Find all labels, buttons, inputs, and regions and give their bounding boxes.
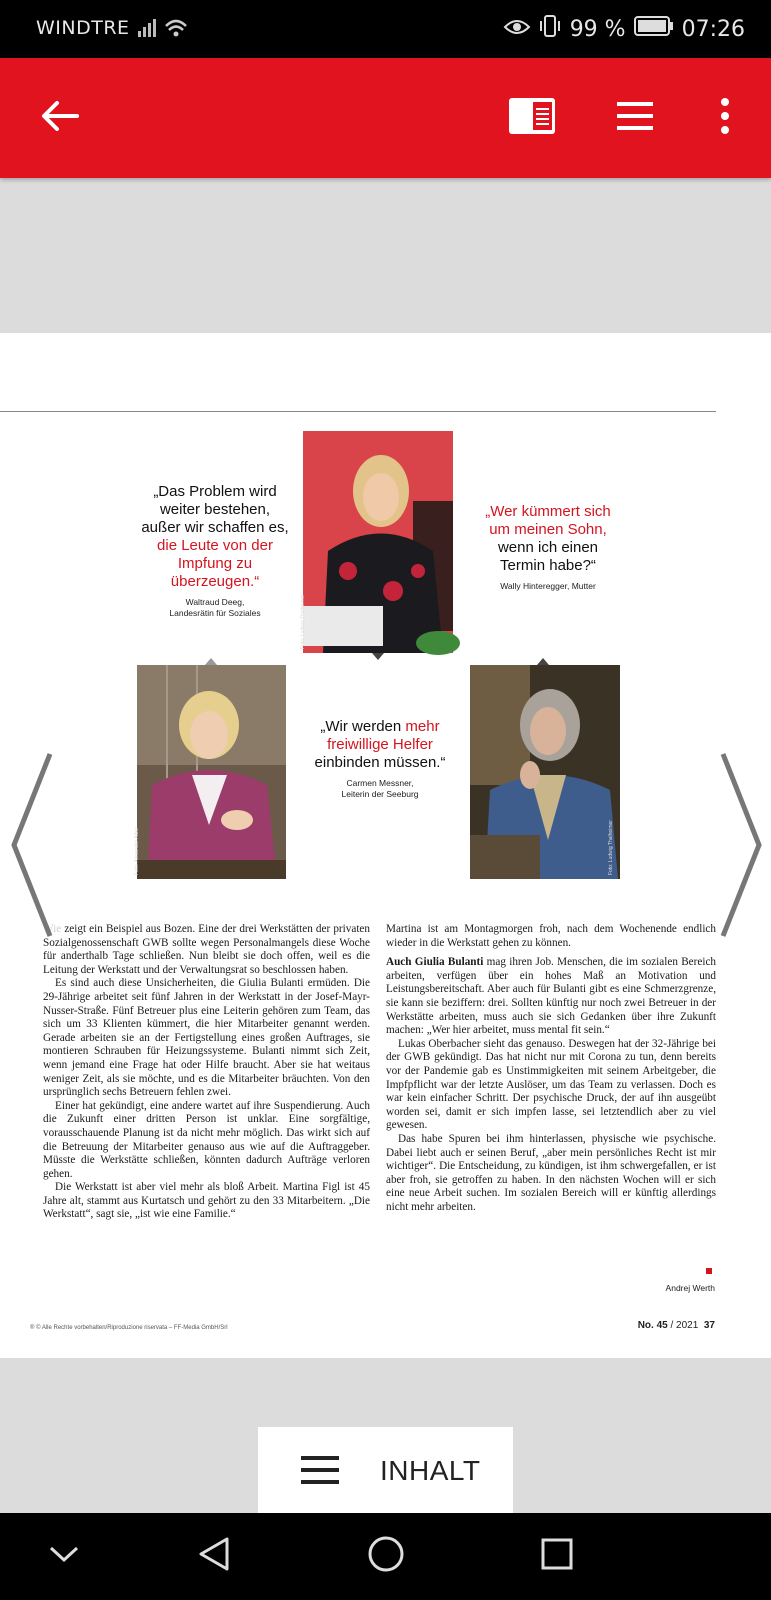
top-rule — [0, 411, 716, 412]
paragraph: mag ihren Job. Menschen, die im sozialen Bereich arbeiten, verfügen über ein hohes Maß an Motivation und Leistungsbereitschaft. Aber auch für Bulanti gibt es eine Schmerzgrenze, sie kann sie beziffern: drei. Sollten künftig nur noch zwei Betreuer in der Werkstätte arbeiten, muss auch sie sich Gedanken über ihre Zukunft machen: „Wer hier arbeitet, muss mental fit sein.“ — [386, 956, 717, 1037]
arrow-left-icon — [41, 100, 79, 137]
paragraph: Einer hat gekündigt, eine andere wartet auf ihre Suspendierung. Auch die Zukunft einer dritten Person ist unklar. Eine sorgfältige, vorausschauende Planung ist da nicht mehr möglich. Das wirkt sich auf die Betreuung der Mitarbeiter genauso aus wie auf die Auftraggeber. Müsste die Werkstätte schließen, könnten dadurch Aufträge verloren gehen. — [43, 1099, 370, 1180]
clock: 07:26 — [681, 16, 745, 42]
back-button[interactable] — [30, 58, 90, 178]
chevron-left-icon — [8, 927, 58, 944]
paragraph: Martina ist am Montagmorgen froh, nach dem Wochenende endlich wieder in die Werkstatt gehen zu können. — [386, 923, 716, 949]
pointer-triangle — [537, 658, 549, 665]
photo-credit: Foto: Ludwig Thalheimer — [608, 820, 614, 875]
lead-in: Auch Giulia Bulanti — [386, 956, 484, 969]
next-page-button[interactable] — [715, 750, 765, 940]
quote-author-name: Carmen Messner, — [346, 778, 414, 788]
paragraph: zeigt ein Beispiel aus Bozen. Eine der drei Werkstätten der privaten Sozialgenossenschaft GWB sollte wegen Personalmangels diese Woche für anderthalb Tage schließen. Nun bleibt sie doch offen, weil es die Leitung der Werkstatt und der Verwaltungsrat so beschlossen haben. — [43, 923, 370, 976]
inhalt-label: INHALT — [380, 1455, 481, 1486]
nav-collapse-button[interactable] — [24, 1513, 104, 1600]
chevron-right-icon — [715, 927, 765, 944]
quote-author-role: Landesrätin für Soziales — [169, 608, 261, 618]
pointer-triangle — [205, 658, 217, 665]
prev-page-button[interactable] — [8, 750, 58, 940]
quote-highlight: die Leute von der Impfung zu überzeugen.“ — [157, 537, 273, 590]
quote-author: Wally Hinteregger, Mutter — [500, 581, 596, 591]
quote-text: wenn ich einen Termin habe?“ — [497, 539, 599, 574]
quote-deeg — [140, 483, 290, 619]
copyright-footer: ® © Alle Rechte vorbehalten/Riproduzione riservata – FF-Media GmbH/Srl — [30, 1325, 228, 1331]
menu-button[interactable] — [605, 58, 665, 178]
photo-waltraud-deeg — [300, 431, 453, 653]
paragraph: Die Werkstatt ist aber viel mehr als bloß Arbeit. Martina Figl ist 45 Jahre alt, stammt aus Kurtatsch und gehört zu den 33 Mitarbeitern. „Die Werkstatt“, sagt sie, „ist wie eine Familie.“ — [43, 1181, 370, 1221]
issue-year: / 2021 — [667, 1320, 699, 1331]
signal-wifi-icon — [136, 16, 196, 44]
app-bar — [0, 58, 771, 178]
nav-back-button[interactable] — [174, 1513, 254, 1600]
nav-home-button[interactable] — [346, 1513, 426, 1600]
pointer-triangle — [372, 653, 384, 660]
photo-credit: Foto: Alexander Alber — [134, 827, 140, 875]
square-recents-icon — [540, 1537, 574, 1576]
quote-text: „Wir werden — [320, 718, 406, 735]
article-author: Andrej Werth — [665, 1283, 715, 1293]
end-mark — [706, 1268, 712, 1274]
photo-carmen-messner — [134, 665, 286, 879]
quote-highlight: „Wer kümmert sich um meinen Sohn, — [485, 503, 611, 538]
status-bar — [0, 0, 771, 58]
paragraph: Es sind auch diese Unsicherheiten, die Giulia Bulanti ermüden. Die 29-Jährige arbeitet seit fünf Jahren in der Werkstatt in der Josef-Mayr-Nusser-Straße. Fünf Betreuer plus eine Leiterin gehören zum Team, das sich um 33 Klienten kümmert, die hier Mitarbeiter genannt werden. Gerade arbeiten sie an der Fertigstellung eines großen Auftrages, sie montieren Schrauben für Heizungssysteme. Bulanti nimmt sich Zeit, wenn jemand eine Frage hat oder Hilfe braucht. Aber sie hat weitaus weniger Zeit, als sie möchte, und es die Mitarbeiter bräuchten. Von den ursprünglich sechs Betreuern fehlen zwei. — [43, 977, 370, 1099]
quote-author-name: Waltraud Deeg, — [185, 597, 245, 607]
quote-messner — [300, 718, 460, 800]
paragraph: Lukas Oberbacher sieht das genauso. Deswegen hat der 32-Jährige bei der GWB gekündigt. Das hat nicht nur mit Corona zu tun, denn bereits vor der Pandemie gab es Unstimmigkeiten mit seinem Arbeitgeber, die Impfpflicht war der letzte Auslöser, um das Team zu verlassen. Doch es war kein einfacher Schritt. Der psychische Druck, der auf ihn ausgeübt worden sei, damit er sich impfen lasse, sei letztendlich aber zu viel gewesen. — [386, 1037, 716, 1132]
chevron-down-icon — [49, 1545, 79, 1568]
status-right — [504, 14, 745, 44]
carrier-label: WINDTRE — [36, 17, 130, 39]
issue-footer — [638, 1320, 715, 1331]
paragraph: Das habe Spuren bei ihm hinterlassen, physische wie psychische. Dabei liebt auch er seinen Beruf, „aber mein persönliches Recht ist mir wichtiger“. Die Entscheidung, zu kündigen, ist ihm schwergefallen, er ist aber froh, sie getroffen zu haben. In den nächsten Wochen will er sich eine neue Arbeit suchen. Im sozialen Bereich will er künftig allerdings nicht mehr arbeiten. — [386, 1132, 716, 1213]
page-number: 37 — [703, 1320, 715, 1331]
more-options-button[interactable] — [700, 58, 750, 178]
more-vertical-icon — [720, 98, 730, 139]
nav-recents-button[interactable] — [517, 1513, 597, 1600]
eye-icon — [504, 17, 530, 42]
triangle-back-icon — [197, 1536, 231, 1577]
battery-icon — [634, 15, 674, 43]
issue-number: No. 45 — [637, 1320, 668, 1331]
quote-author-role: Leiterin der Seeburg — [341, 789, 419, 799]
quote-text-end: einbinden müssen.“ — [314, 754, 446, 771]
page-view-icon — [508, 97, 556, 140]
inhalt-button[interactable] — [258, 1427, 513, 1513]
photo-wally-hinteregger — [470, 665, 620, 879]
quote-hinteregger — [478, 503, 618, 592]
magazine-page[interactable] — [0, 333, 771, 1358]
quote-highlight: mehr freiwillige Helfer — [327, 718, 440, 753]
vibrate-icon — [538, 14, 562, 44]
article-column-1 — [43, 923, 370, 1222]
hamburger-icon — [615, 101, 655, 136]
faded-text: Wie — [43, 923, 65, 935]
photo-credit: Foto: Ludwig Thalheimer — [300, 594, 306, 649]
circle-home-icon — [367, 1535, 405, 1578]
page-view-button[interactable] — [502, 58, 562, 178]
article-column-2 — [386, 923, 716, 1214]
battery-percent: 99 % — [569, 16, 626, 42]
hamburger-icon — [300, 1454, 340, 1491]
system-nav-bar — [0, 1513, 771, 1600]
quote-text: „Das Problem wird weiter bestehen, außer wir schaffen es, — [141, 483, 289, 536]
